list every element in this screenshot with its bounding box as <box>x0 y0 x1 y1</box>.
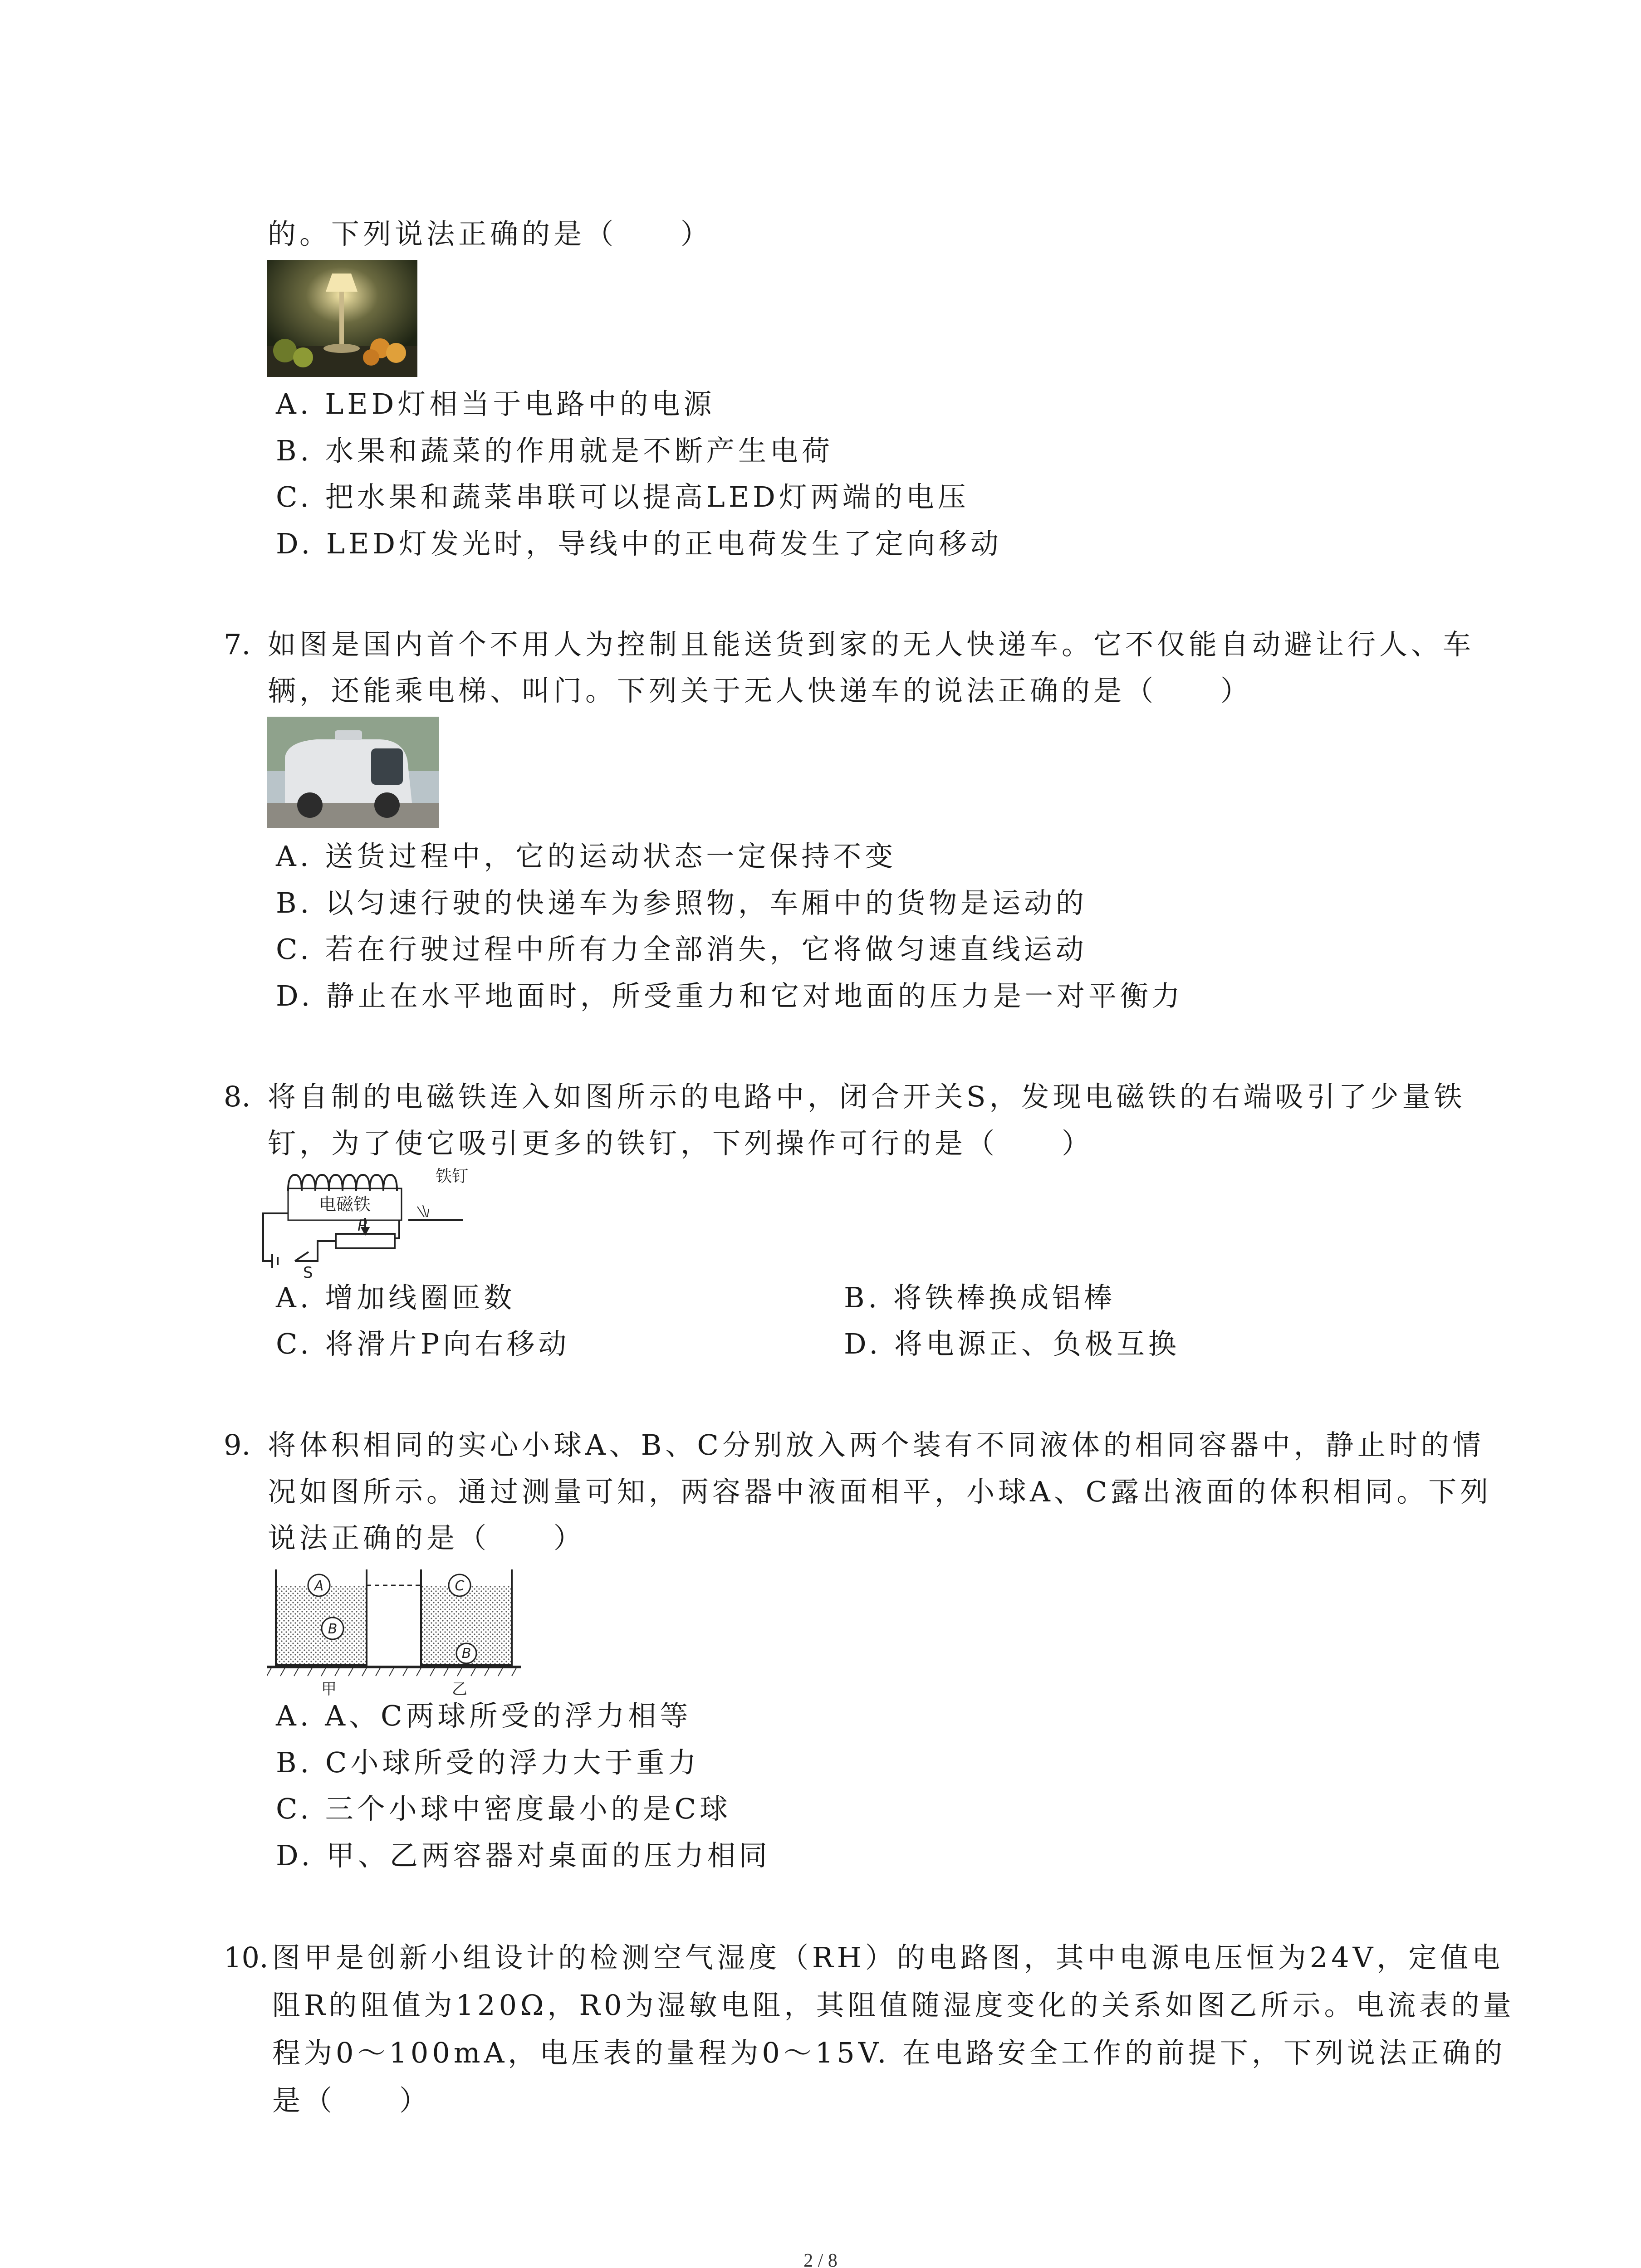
q9-label-right: 乙 <box>452 1680 467 1698</box>
q8-label-magnet: 电磁铁 <box>318 1194 371 1214</box>
q9-ball-a: A <box>314 1578 324 1594</box>
q9-option-b: B. C小球所受的浮力大于重力 <box>276 1746 700 1779</box>
q9-containers-figure <box>267 1567 521 1699</box>
q6-photo-fruit-led <box>267 260 417 377</box>
q6-stem-tail: 的。下列说法正确的是（ ） <box>268 217 713 250</box>
q8-label-switch: S <box>303 1264 313 1281</box>
q9-ball-b-left: B <box>328 1621 338 1637</box>
q7-photo-delivery-vehicle <box>267 717 439 828</box>
q10-stem-line2: 阻R的阻值为120Ω，R0为湿敏电阻，其阻值随湿度变化的关系如图乙所示。电流表的量 <box>272 1989 1515 2022</box>
q9-option-c: C. 三个小球中密度最小的是C球 <box>276 1792 732 1825</box>
q9-stem-line2: 况如图所示。通过测量可知，两容器中液面相平，小球A、C露出液面的体积相同。下列 <box>268 1475 1492 1508</box>
q7-option-b: B. 以匀速行驶的快递车为参照物，车厢中的货物是运动的 <box>276 886 1087 919</box>
q10-stem-line1: 图甲是创新小组设计的检测空气湿度（RH）的电路图，其中电源电压恒为24V，定值电 <box>272 1941 1504 1974</box>
q7-option-a: A. 送货过程中，它的运动状态一定保持不变 <box>276 840 897 873</box>
q7-number: 7. <box>224 628 251 661</box>
q8-label-slider: P <box>358 1217 367 1235</box>
q6-option-a: A. LED灯相当于电路中的电源 <box>276 387 715 420</box>
q6-option-d: D. LED灯发光时，导线中的正电荷发生了定向移动 <box>276 527 1003 560</box>
q7-option-d: D. 静止在水平地面时，所受重力和它对地面的压力是一对平衡力 <box>276 979 1184 1012</box>
page-number: 2 / 8 <box>803 2250 838 2268</box>
q10-number: 10. <box>224 1941 269 1974</box>
q8-option-a: A. 增加线圈匝数 <box>276 1281 516 1314</box>
q7-stem-line1: 如图是国内首个不用人为控制且能送货到家的无人快递车。它不仅能自动避让行人、车 <box>268 628 1475 661</box>
q9-option-d: D. 甲、乙两容器对桌面的压力相同 <box>276 1839 771 1872</box>
q9-stem-line3: 说法正确的是（ ） <box>268 1521 586 1554</box>
q8-stem-line1: 将自制的电磁铁连入如图所示的电路中，闭合开关S，发现电磁铁的右端吸引了少量铁 <box>268 1080 1466 1113</box>
q7-option-c: C. 若在行驶过程中所有力全部消失，它将做匀速直线运动 <box>276 933 1087 966</box>
q8-option-b: B. 将铁棒换成铝棒 <box>844 1281 1116 1314</box>
q9-ball-c: C <box>455 1578 465 1594</box>
q8-circuit-figure <box>245 1163 499 1281</box>
q9-number: 9. <box>224 1428 251 1461</box>
q10-stem-line3: 程为0～100mA，电压表的量程为0～15V. 在电路安全工作的前提下，下列说法正确的 <box>272 2036 1506 2069</box>
q9-ball-b-right: B <box>461 1646 471 1662</box>
q10-stem-line4: 是（ ） <box>272 2084 431 2117</box>
q7-stem-line2: 辆，还能乘电梯、叫门。下列关于无人快递车的说法正确的是（ ） <box>268 674 1253 707</box>
q9-option-a: A. A、C两球所受的浮力相等 <box>276 1699 692 1732</box>
q9-stem-line1: 将体积相同的实心小球A、B、C分别放入两个装有不同液体的相同容器中，静止时的情 <box>268 1428 1484 1461</box>
q6-option-b: B. 水果和蔬菜的作用就是不断产生电荷 <box>276 434 833 467</box>
q8-stem-line2: 钉，为了使它吸引更多的铁钉，下列操作可行的是（ ） <box>268 1127 1094 1160</box>
q8-number: 8. <box>224 1080 251 1113</box>
q8-label-nails: 铁钉 <box>436 1167 469 1186</box>
q8-option-d: D. 将电源正、负极互换 <box>844 1327 1180 1360</box>
q9-label-left: 甲 <box>321 1680 337 1698</box>
q8-option-c: C. 将滑片P向右移动 <box>276 1327 570 1360</box>
q6-option-c: C. 把水果和蔬菜串联可以提高LED灯两端的电压 <box>276 480 970 513</box>
